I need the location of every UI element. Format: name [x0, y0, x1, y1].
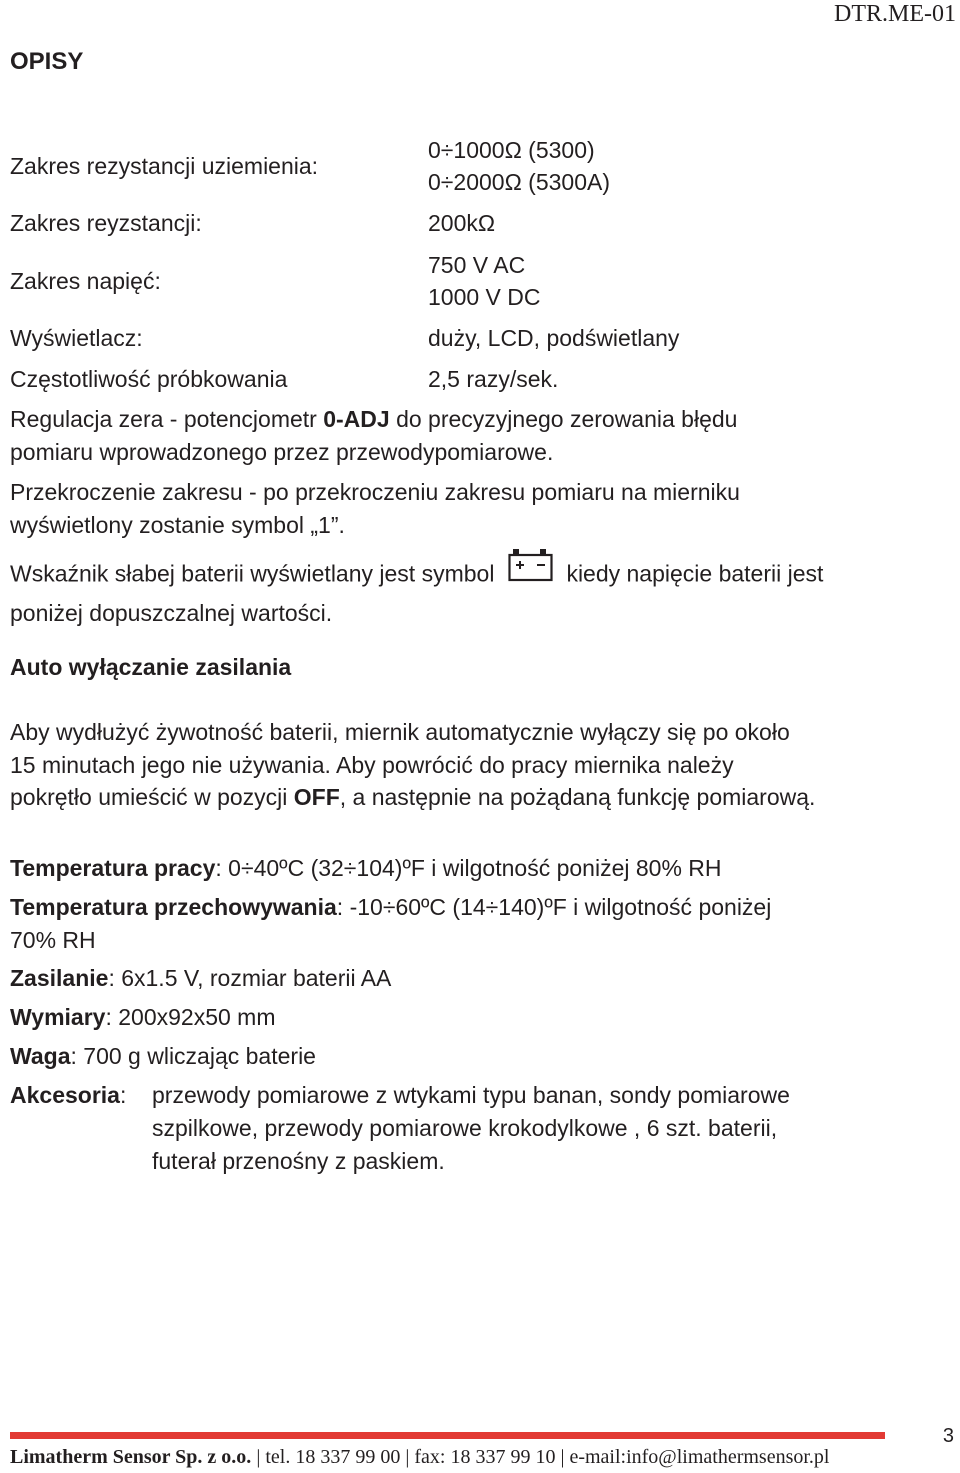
auto-off-title: Auto wyłączanie zasilania: [10, 654, 292, 680]
spec-value-sampling: 2,5 razy/sek.: [428, 366, 559, 392]
document-code: DTR.ME-01: [834, 1, 956, 27]
accessories-label: Akcesoria: [10, 1082, 120, 1108]
spec-label-resistance: Zakres reyzstancji:: [10, 210, 202, 236]
footer-separator: |: [405, 1446, 410, 1468]
accessories-line-1: przewody pomiarowe z wtykami typu banan, sondy pomiarowe: [152, 1082, 790, 1108]
operating-temperature-label: Temperatura pracy: [10, 855, 216, 881]
accessories-colon: :: [119, 1082, 127, 1108]
footer-separator: |: [256, 1446, 261, 1468]
zero-adjust-knob-label: 0-ADJ: [323, 406, 390, 432]
overrange-line1: Przekroczenie zakresu - po przekroczeniu zakresu pomiaru na mierniku: [10, 479, 740, 505]
auto-off-line2: 15 minutach jego nie używania. Aby powrócić do pracy miernika należy: [10, 751, 734, 778]
zero-adjust-text-pre: Regulacja zera - potencjometr: [10, 406, 324, 432]
dimensions-label: Wymiary: [10, 1004, 106, 1030]
storage-temperature-line2: 70% RH: [10, 927, 96, 953]
low-battery-text-pre: Wskaźnik słabej baterii wyświetlany jest symbol: [10, 560, 495, 587]
overrange-paragraph: [10, 476, 955, 541]
low-battery-paragraph: [10, 554, 960, 629]
auto-off-line3-post: , a następnie na pożądaną funkcję pomiarową.: [339, 784, 816, 810]
footer-fax: fax: 18 337 99 10: [414, 1446, 556, 1468]
footer: [10, 1444, 829, 1470]
accessories: [10, 1079, 126, 1111]
storage-temperature-label: Temperatura przechowywania: [10, 894, 337, 920]
footer-tel: tel. 18 337 99 00: [265, 1446, 401, 1468]
footer-email: e-mail:info@limathermsensor.pl: [569, 1446, 830, 1468]
accessories-line-3: futerał przenośny z paskiem.: [152, 1148, 445, 1174]
power-supply-label: Zasilanie: [10, 965, 109, 991]
auto-off-line1: Aby wydłużyć żywotność baterii, miernik automatycznie wyłączy się po około: [10, 719, 790, 745]
storage-temperature: [10, 891, 771, 923]
section-title: OPISY: [10, 48, 84, 75]
spec-label-display: Wyświetlacz:: [10, 325, 143, 351]
spec-value-voltage-dc: 1000 V DC: [428, 284, 541, 310]
low-battery-text-line2: poniżej dopuszczalnej wartości.: [10, 599, 333, 626]
weight-value: : 700 g wliczając baterie: [70, 1043, 316, 1069]
storage-temperature-value: : -10÷60ºC (14÷140)ºF i wilgotność poniżej: [336, 894, 772, 920]
dimensions: [10, 1001, 276, 1033]
auto-off-line3-pre: pokrętło umieścić w pozycji: [10, 784, 294, 810]
power-supply: [10, 962, 391, 994]
battery-icon: [508, 548, 554, 591]
footer-separator: |: [560, 1446, 565, 1468]
spec-value-ground-resistance-2: 0÷2000Ω (5300A): [428, 169, 610, 195]
auto-off-paragraph: [10, 716, 955, 814]
accessories-line-2: szpilkowe, przewody pomiarowe krokodylkowe , 6 szt. baterii,: [152, 1115, 778, 1141]
zero-adjust-paragraph: [10, 403, 955, 468]
footer-accent-line: [10, 1432, 885, 1439]
auto-off-off-label: OFF: [293, 784, 340, 810]
dimensions-value: : 200x92x50 mm: [105, 1004, 276, 1030]
power-supply-value: : 6x1.5 V, rozmiar baterii AA: [108, 965, 392, 991]
footer-company: Limatherm Sensor Sp. z o.o.: [10, 1446, 252, 1468]
spec-value-ground-resistance-1: 0÷1000Ω (5300): [428, 137, 595, 163]
accessories-list: [152, 1079, 790, 1178]
spec-value-display: duży, LCD, podświetlany: [428, 325, 680, 351]
spec-label-voltage: Zakres napięć:: [10, 268, 161, 294]
page-number: 3: [942, 1425, 954, 1447]
weight: [10, 1040, 316, 1072]
operating-temperature-value: : 0÷40ºC (32÷104)ºF i wilgotność poniżej 80% RH: [215, 855, 722, 881]
spec-value-resistance: 200kΩ: [428, 210, 496, 236]
zero-adjust-text-post: do precyzyjnego zerowania błędu: [389, 406, 738, 432]
overrange-line2: wyświetlony zostanie symbol „1”.: [10, 511, 345, 538]
zero-adjust-text-line2: pomiaru wprowadzonego przez przewodypomiarowe.: [10, 438, 554, 465]
low-battery-text-post: kiedy napięcie baterii jest: [566, 560, 824, 587]
operating-temperature: [10, 852, 722, 884]
spec-value-voltage-ac: 750 V AC: [428, 252, 526, 278]
weight-label: Waga: [10, 1043, 71, 1069]
spec-label-sampling: Częstotliwość próbkowania: [10, 366, 288, 392]
spec-label-ground-resistance: Zakres rezystancji uziemienia:: [10, 153, 319, 179]
